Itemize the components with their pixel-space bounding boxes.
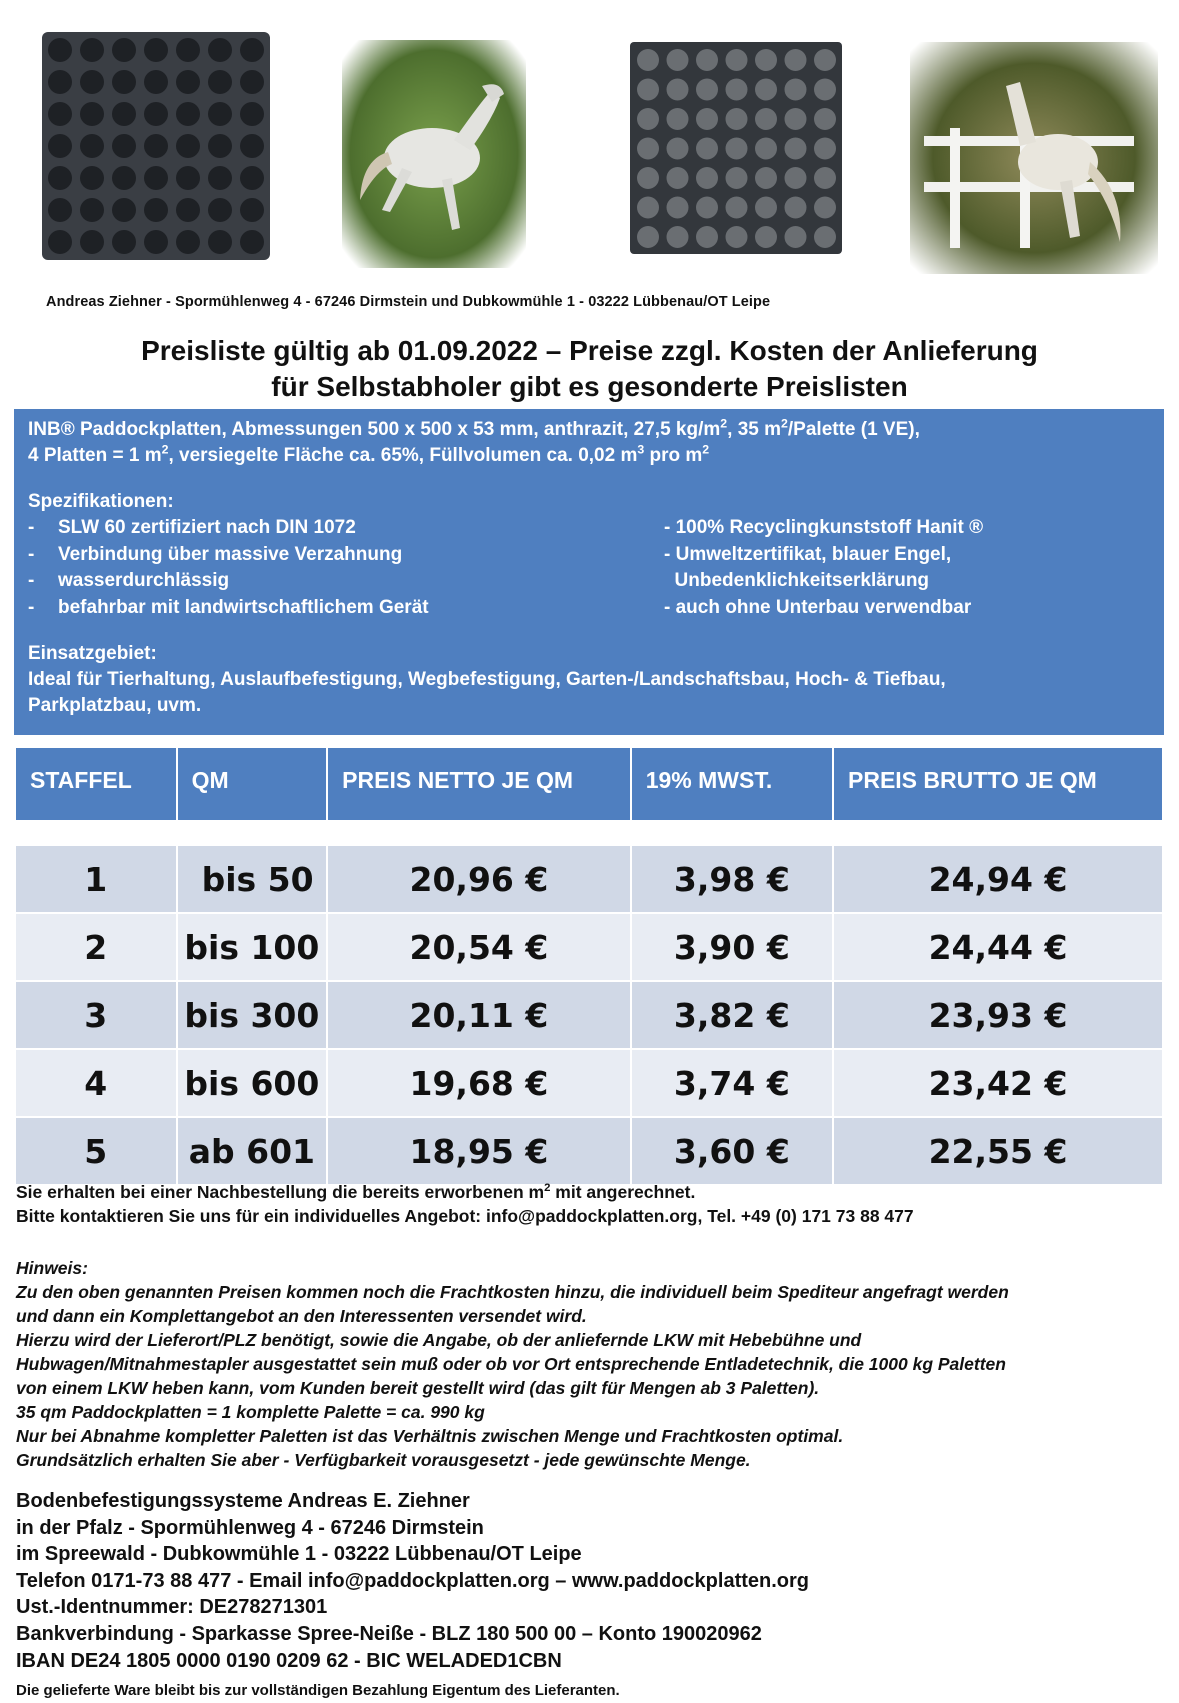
column-header: PREIS BRUTTO JE QM xyxy=(834,748,1162,820)
ownership-footer: Die gelieferte Ware bleibt bis zur vollständigen Bezahlung Eigentum des Lieferanten. xyxy=(16,1682,620,1699)
usage-line-2: Parkplatzbau, uvm. xyxy=(28,695,202,716)
column-header: QM xyxy=(178,748,327,820)
table-cell: 20,54 € xyxy=(328,914,630,980)
horse-photo-1 xyxy=(342,40,526,268)
product-info-box xyxy=(14,409,1164,735)
company-line: im Spreewald - Dubkowmühle 1 - 03222 Lübbenau/OT Leipe xyxy=(16,1543,582,1566)
horse-photo-2 xyxy=(910,42,1158,274)
company-line: Telefon 0171-73 88 477 - Email info@paddockplatten.org – www.paddockplatten.org xyxy=(16,1569,810,1592)
spec-item: - Verbindung über massive Verzahnung xyxy=(28,543,403,565)
spec-item: - wasserdurchlässig xyxy=(28,570,230,591)
company-info xyxy=(16,1488,809,1674)
hint-line: Nur bei Abnahme kompletter Paletten ist das Verhältnis zwischen Menge und Frachtkosten optimal. xyxy=(16,1426,844,1446)
hint-line: Hierzu wird der Lieferort/PLZ benötigt, sowie die Angabe, ob der anliefernde LKW mit Hebebühne und xyxy=(16,1330,862,1350)
table-cell: 24,94 € xyxy=(834,846,1162,912)
spec-item: Unbedenklichkeitserklärung xyxy=(664,570,930,591)
table-cell: 20,96 € xyxy=(328,846,630,912)
table-cell: 2 xyxy=(16,914,176,980)
table-cell: bis 600 xyxy=(178,1050,327,1116)
company-line: IBAN DE24 1805 0000 0190 0209 62 - BIC WELADED1CBN xyxy=(16,1649,562,1672)
hint-line: und dann ein Komplettangebot an den Interessenten versendet wird. xyxy=(16,1306,587,1326)
company-line: Ust.-Identnummer: DE278271301 xyxy=(16,1596,328,1619)
table-cell: 23,42 € xyxy=(834,1050,1162,1116)
hint-line: Zu den oben genannten Preisen kommen noch die Frachtkosten hinzu, die individuell beim Spediteur angefragt werden xyxy=(16,1282,1009,1302)
table-cell: 3,60 € xyxy=(632,1118,832,1184)
table-cell: 3,98 € xyxy=(632,846,832,912)
company-line: in der Pfalz - Spormühlenweg 4 - 67246 Dirmstein xyxy=(16,1516,484,1539)
table-cell: 18,95 € xyxy=(328,1118,630,1184)
usage-line-1: Ideal für Tierhaltung, Auslaufbefestigung, Wegbefestigung, Garten-/Landschaftsbau, Hoch- & Tiefbau, xyxy=(28,669,946,690)
price-table xyxy=(14,746,1164,1186)
table-cell: bis 300 xyxy=(178,982,327,1048)
note-line-2: Bitte kontaktieren Sie uns für ein individuelles Angebot: info@paddockplatten.org, Tel. +49 (0) 171 73 88 477 xyxy=(16,1206,914,1226)
table-row xyxy=(16,982,1162,1048)
spec-item: - befahrbar mit landwirtschaftlichem Gerät xyxy=(28,596,429,618)
note-line-1: Sie erhalten bei einer Nachbestellung die bereits erworbenen $m^2$ mit angerechnet. xyxy=(16,1182,696,1202)
table-cell: 5 xyxy=(16,1118,176,1184)
table-row xyxy=(16,1118,1162,1184)
product-line-2: 4 Platten = 1 $m^2$, versiegelte Fläche ca. 65%, Füllvolumen ca. 0,02 $m^3$ pro $m^2$ xyxy=(28,442,710,466)
page-title xyxy=(0,333,1179,405)
hint-line: von einem LKW heben kann, vom Kunden bereit gestellt wird (das gilt für Mengen ab 3 Paletten). xyxy=(16,1378,820,1398)
table-cell: 20,11 € xyxy=(328,982,630,1048)
paddock-plate-photo-2 xyxy=(624,36,848,260)
table-cell: ab 601 xyxy=(178,1118,327,1184)
spec-column-right xyxy=(664,515,1144,621)
table-row xyxy=(16,914,1162,980)
headline-line-2: für Selbstabholer gibt es gesonderte Preislisten xyxy=(271,371,908,402)
company-line: Bodenbefestigungssysteme Andreas E. Ziehner xyxy=(16,1490,470,1512)
table-cell: bis 50 xyxy=(178,846,327,912)
table-cell: 3 xyxy=(16,982,176,1048)
hint-line: Grundsätzlich erhalten Sie aber - Verfügbarkeit vorausgesetzt - jede gewünschte Menge. xyxy=(16,1450,751,1470)
table-row xyxy=(16,846,1162,912)
table-spacer xyxy=(16,822,1162,844)
column-header: 19% MWST. xyxy=(632,748,832,820)
table-cell: 19,68 € xyxy=(328,1050,630,1116)
spec-column-left xyxy=(28,515,664,621)
company-line: Bankverbindung - Sparkasse Spree-Neiße - BLZ 180 500 00 – Konto 190020962 xyxy=(16,1622,762,1645)
paddock-plate-photo-1 xyxy=(38,28,274,264)
spec-item: - auch ohne Unterbau verwendbar xyxy=(664,596,972,618)
table-cell: 3,74 € xyxy=(632,1050,832,1116)
spec-list xyxy=(28,515,1150,621)
freight-hint xyxy=(16,1256,1166,1472)
table-cell: bis 100 xyxy=(178,914,327,980)
address-line: Andreas Ziehner - Spormühlenweg 4 - 67246 Dirmstein und Dubkowmühle 1 - 03222 Lübbenau/OT Leipe xyxy=(46,294,771,310)
usage-title: Einsatzgebiet: xyxy=(28,643,157,664)
table-cell: 22,55 € xyxy=(834,1118,1162,1184)
photo-row xyxy=(0,0,1179,290)
table-cell: 23,93 € xyxy=(834,982,1162,1048)
hint-line: Hubwagen/Mitnahmestapler ausgestattet sein muß oder ob vor Ort entsprechende Entladetechnik, die 1000 kg Paletten xyxy=(16,1354,1006,1374)
hint-title: Hinweis: xyxy=(16,1258,88,1278)
table-cell: 4 xyxy=(16,1050,176,1116)
reorder-note xyxy=(16,1180,914,1228)
table-header-row xyxy=(16,748,1162,820)
table-cell: 1 xyxy=(16,846,176,912)
spec-item: - Umweltzertifikat, blauer Engel, xyxy=(664,543,952,565)
hint-line: 35 qm Paddockplatten = 1 komplette Palette = ca. 990 kg xyxy=(16,1402,485,1422)
spec-item: - SLW 60 zertifiziert nach DIN 1072 xyxy=(28,517,356,538)
table-cell: 3,90 € xyxy=(632,914,832,980)
spec-item: - 100% Recyclingkunststoff Hanit ® xyxy=(664,517,984,538)
table-cell: 24,44 € xyxy=(834,914,1162,980)
headline-line-1: Preisliste gültig ab 01.09.2022 – Preise zzgl. Kosten der Anlieferung xyxy=(141,335,1038,366)
column-header: STAFFEL xyxy=(16,748,176,820)
table-cell: 3,82 € xyxy=(632,982,832,1048)
product-line-1: INB® Paddockplatten, Abmessungen 500 x 500 x 53 mm, anthrazit, 27,5 $kg/m^2$, 35 $m^2$/Palette (1 VE), xyxy=(28,416,920,440)
column-header: PREIS NETTO JE QM xyxy=(328,748,630,820)
spec-title: Spezifikationen: xyxy=(28,491,174,512)
table-row xyxy=(16,1050,1162,1116)
